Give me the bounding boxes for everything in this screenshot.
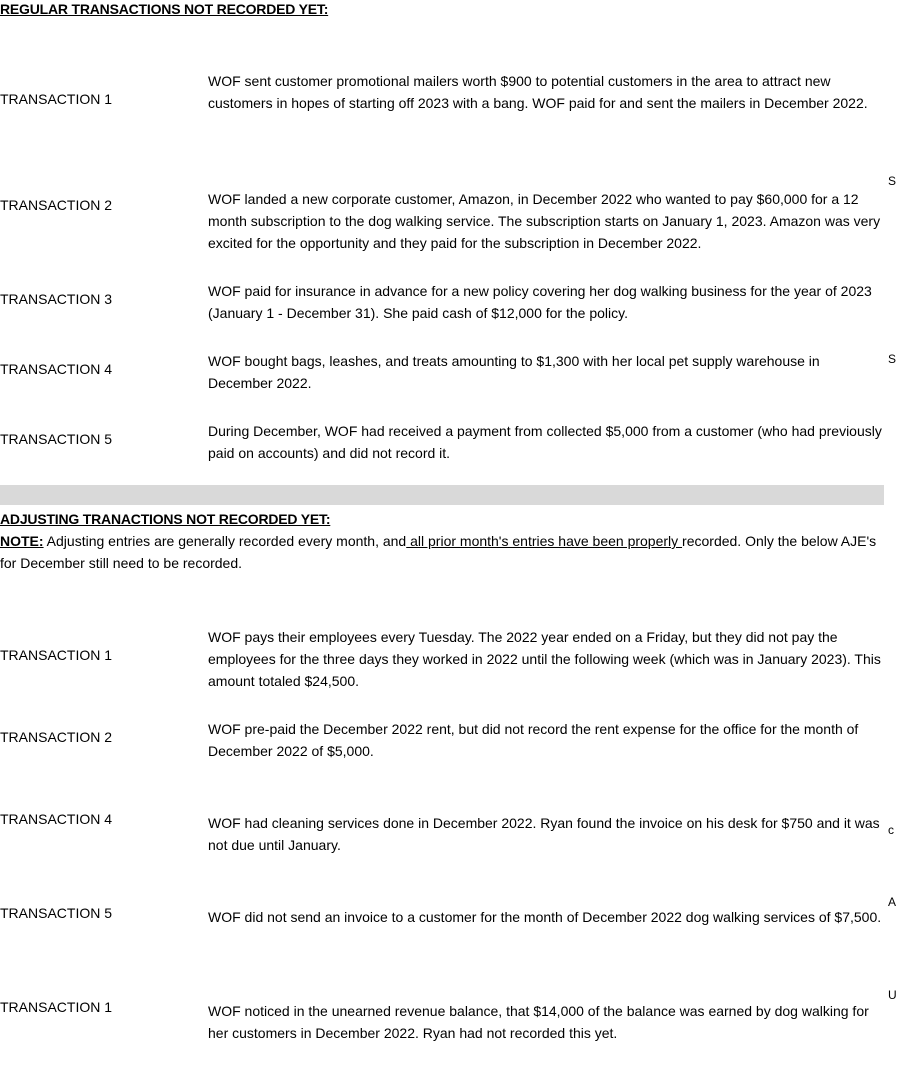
section-divider-band xyxy=(0,485,884,505)
regular-transaction-2-text: WOF landed a new corporate customer, Amazon, in December 2022 who wanted to pay $60,000 for a 12 month subscription to the dog walking service. The subscription starts on January 1, 2023. Amazon was very excited for the opportunity and they paid for the subscription in December 2022. xyxy=(208,191,881,251)
adjusting-note xyxy=(0,530,880,574)
edge-fragment: c xyxy=(888,823,894,837)
adjusting-transactions-header: ADJUSTING TRANACTIONS NOT RECORDED YET: xyxy=(0,511,331,527)
regular-transaction-4-text: WOF bought bags, leashes, and treats amounting to $1,300 with her local pet supply warehouse in December 2022. xyxy=(208,353,820,391)
note-text-underlined: all prior month's entries have been properly xyxy=(406,533,683,549)
edge-fragment: S xyxy=(888,174,897,188)
edge-fragment: A xyxy=(888,895,897,909)
adjusting-transaction-5-label: TRANSACTION 5 xyxy=(0,905,113,921)
regular-transaction-3-text: WOF paid for insurance in advance for a new policy covering her dog walking business for the year of 2023 (January 1 - December 31). She paid cash of $12,000 for the policy. xyxy=(208,283,872,321)
regular-transactions-header: REGULAR TRANSACTIONS NOT RECORDED YET: xyxy=(0,1,329,17)
adjusting-transaction-1-label: TRANSACTION 1 xyxy=(0,647,113,663)
regular-transaction-5-label: TRANSACTION 5 xyxy=(0,431,113,447)
regular-transaction-5-text: During December, WOF had received a payment from collected $5,000 from a customer (who had previously paid on accounts) and did not record it. xyxy=(208,423,882,461)
adjusting-transaction-4-label: TRANSACTION 4 xyxy=(0,811,113,827)
adjusting-transaction-6-text: WOF noticed in the unearned revenue balance, that $14,000 of the balance was earned by dog walking for her customers in December 2022. Ryan had not recorded this yet. xyxy=(208,1003,869,1041)
note-text-part2: recorded. Only the below AJE's for December still need to be recorded. xyxy=(0,533,877,571)
note-label: NOTE: xyxy=(0,533,44,549)
regular-transaction-4-label: TRANSACTION 4 xyxy=(0,361,113,377)
regular-transaction-1-label: TRANSACTION 1 xyxy=(0,91,113,107)
adjusting-transaction-4-text: WOF had cleaning services done in December 2022. Ryan found the invoice on his desk for $750 and it was not due until January. xyxy=(208,815,880,853)
note-text-part1: Adjusting entries are generally recorded every month, and xyxy=(43,533,407,549)
adjusting-transaction-1-text: WOF pays their employees every Tuesday. The 2022 year ended on a Friday, but they did not pay the employees for the three days they worked in 2022 until the following week (which was in January 2023). This amount totaled $24,500. xyxy=(208,629,881,689)
edge-fragment: U xyxy=(888,988,897,1002)
adjusting-transaction-2-label: TRANSACTION 2 xyxy=(0,729,113,745)
regular-transaction-1-text: WOF sent customer promotional mailers worth $900 to potential customers in the area to attract new customers in hopes of starting off 2023 with a bang. WOF paid for and sent the mailers in December 2022. xyxy=(208,73,868,111)
regular-transaction-3-label: TRANSACTION 3 xyxy=(0,291,113,307)
edge-fragment: S xyxy=(888,352,897,366)
adjusting-transaction-6-label: TRANSACTION 1 xyxy=(0,999,113,1015)
regular-transaction-2-label: TRANSACTION 2 xyxy=(0,197,113,213)
adjusting-transaction-2-text: WOF pre-paid the December 2022 rent, but did not record the rent expense for the office for the month of December 2022 of $5,000. xyxy=(208,721,859,759)
adjusting-transaction-5-text: WOF did not send an invoice to a customer for the month of December 2022 dog walking services of $7,500. xyxy=(208,909,882,925)
